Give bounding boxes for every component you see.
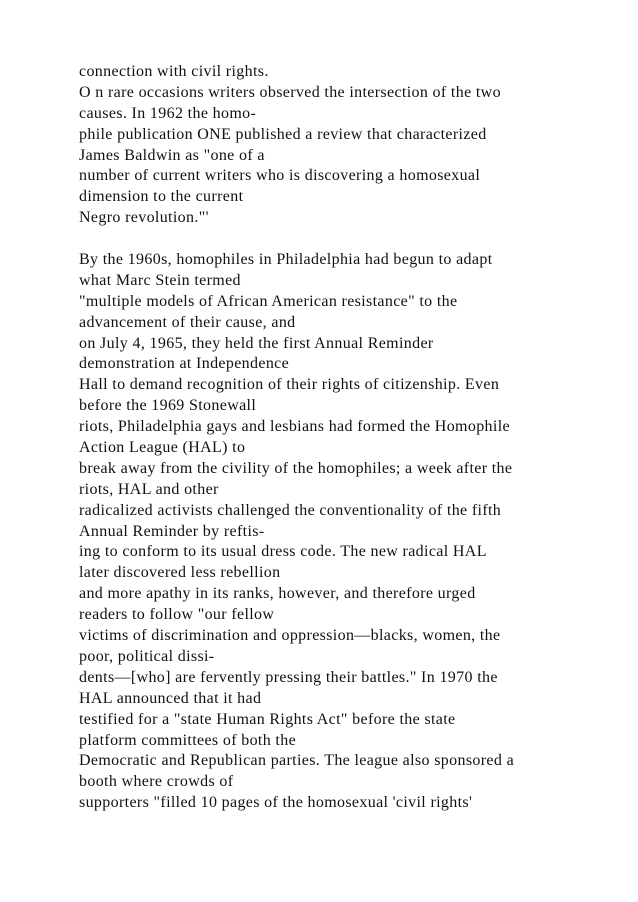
text-line: victims of discrimination and oppression—blacks, women, the [79, 627, 501, 645]
text-line: booth where crowds of [79, 773, 234, 791]
paragraph-gap [79, 229, 619, 250]
text-line: what Marc Stein termed [79, 271, 241, 289]
text-line: Action League (HAL) to [79, 439, 246, 457]
text-line: supporters "filled 10 pages of the homosexual 'civil rights' [79, 794, 473, 812]
text-line: dents—[who] are fervently pressing their battles." In 1970 the [79, 668, 498, 686]
paragraph-1 [79, 62, 619, 229]
text-line: ing to conform to its usual dress code. The new radical HAL [79, 543, 487, 561]
text-line: readers to follow "our fellow [79, 606, 275, 624]
text-line: later discovered less rebellion [79, 564, 281, 582]
body-text [79, 62, 619, 814]
text-line: O n rare occasions writers observed the intersection of the two [79, 83, 501, 101]
text-line: connection with civil rights. [79, 63, 269, 80]
text-line: James Baldwin as "one of a [79, 146, 265, 164]
text-line: Hall to demand recognition of their rights of citizenship. Even [79, 376, 500, 394]
text-line: By the 1960s, homophiles in Philadelphia had begun to adapt [79, 251, 493, 269]
text-line: "multiple models of African American resistance" to the [79, 292, 458, 310]
text-line: demonstration at Independence [79, 355, 290, 373]
text-line: riots, HAL and other [79, 480, 219, 498]
text-line: break away from the civility of the homophiles; a week after the [79, 459, 513, 477]
text-line: Democratic and Republican parties. The league also sponsored a [79, 752, 515, 770]
text-line: Annual Reminder by reftis- [79, 522, 265, 540]
text-line: radicalized activists challenged the conventionality of the fifth [79, 501, 502, 519]
text-line: advancement of their cause, and [79, 313, 296, 331]
paragraph-2 [79, 250, 619, 814]
text-line: on July 4, 1965, they held the first Annual Reminder [79, 334, 434, 352]
text-line: testified for a "state Human Rights Act" before the state [79, 710, 456, 728]
text-line: poor, political dissi- [79, 647, 215, 665]
text-line: platform committees of both the [79, 731, 297, 749]
text-line: riots, Philadelphia gays and lesbians had formed the Homophile [79, 418, 510, 436]
text-line: causes. In 1962 the homo- [79, 104, 257, 122]
text-line: Negro revolution."' [79, 209, 209, 227]
text-line: dimension to the current [79, 188, 244, 206]
text-line: number of current writers who is discovering a homosexual [79, 167, 481, 185]
text-line: phile publication ONE published a review that characterized [79, 125, 487, 143]
text-line: before the 1969 Stonewall [79, 397, 257, 415]
text-line: and more apathy in its ranks, however, and therefore urged [79, 585, 476, 603]
text-line: HAL announced that it had [79, 689, 262, 707]
